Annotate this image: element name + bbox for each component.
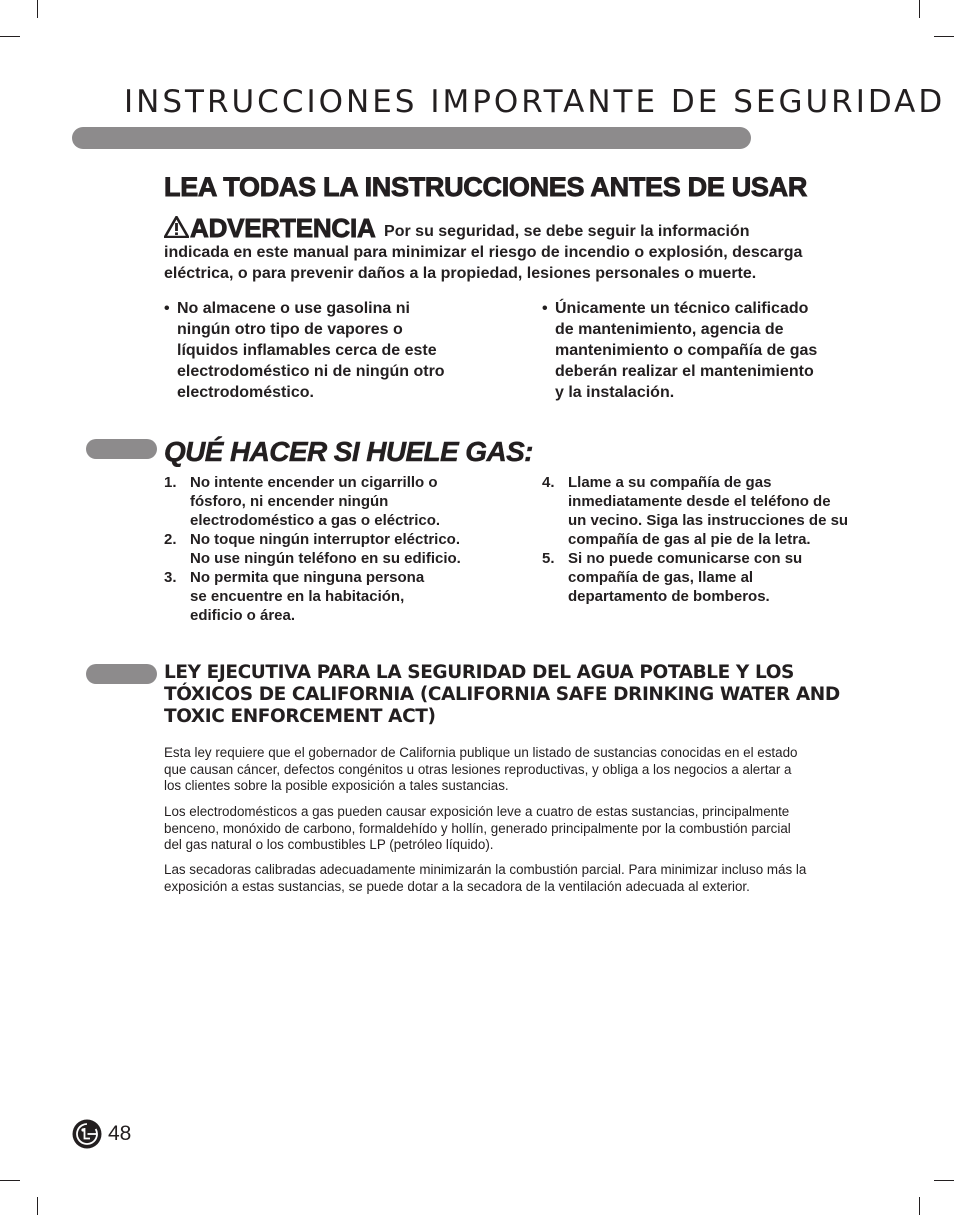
section-pill-marker xyxy=(86,664,157,684)
bullet-line: Únicamente un técnico calificado xyxy=(555,300,809,317)
crop-mark xyxy=(919,0,920,18)
crop-mark xyxy=(934,1180,954,1181)
step-number: 5. xyxy=(542,550,555,567)
step-number: 2. xyxy=(164,531,177,548)
bullet-marker: • xyxy=(542,300,548,317)
list-item xyxy=(542,549,882,606)
step-line: electrodoméstico a gas o eléctrico. xyxy=(190,512,441,529)
crop-mark xyxy=(0,36,20,37)
gas-steps-right xyxy=(542,473,882,606)
step-line: edificio o área. xyxy=(190,607,296,624)
list-item xyxy=(542,473,882,549)
bullet-line: electrodoméstico ni de ningún otro xyxy=(177,363,445,380)
list-item xyxy=(164,473,504,530)
step-number: 4. xyxy=(542,474,555,491)
step-line: No use ningún teléfono en su edificio. xyxy=(190,550,461,567)
crop-mark xyxy=(934,36,954,37)
bullet-marker: • xyxy=(164,300,170,317)
page-title: INSTRUCCIONES IMPORTANTE DE SEGURIDAD xyxy=(124,84,946,120)
bullet-item xyxy=(164,298,494,403)
step-line: fósforo, ni encender ningún xyxy=(190,493,389,510)
step-number: 1. xyxy=(164,474,177,491)
crop-mark xyxy=(37,0,38,18)
gas-smell-heading: QUÉ HACER SI HUELE GAS: xyxy=(164,436,533,467)
warning-triangle-icon xyxy=(164,216,189,238)
warning-intro-text: Por su seguridad, se debe seguir la información xyxy=(384,223,750,240)
bullet-line: electrodoméstico. xyxy=(177,384,314,401)
warning-text-line: eléctrica, o para prevenir daños a la propiedad, lesiones personales o muerte. xyxy=(164,265,757,282)
bullet-item xyxy=(542,298,872,403)
warning-label: ADVERTENCIA xyxy=(190,213,376,243)
step-number: 3. xyxy=(164,569,177,586)
list-item xyxy=(164,530,504,568)
paragraph-line: Esta ley requiere que el gobernador de California publique un listado de sustancias conocidas en el estado xyxy=(164,745,798,760)
step-line: compañía de gas, llame al xyxy=(568,569,754,586)
step-line: un vecino. Siga las instrucciones de su xyxy=(568,512,849,529)
bullet-line: ningún otro tipo de vapores o xyxy=(177,321,403,338)
paragraph-line: benceno, monóxido de carbono, formaldehído y hollín, generado principalmente por la combustión parcial xyxy=(164,820,791,836)
step-line: Si no puede comunicarse con su xyxy=(568,550,803,567)
title-underline-bar xyxy=(72,127,751,149)
paragraph-line: Los electrodomésticos a gas pueden causar exposición leve a cuatro de estas sustancias, principalmente xyxy=(164,804,790,819)
heading-line: LEY EJECUTIVA PARA LA SEGURIDAD DEL AGUA POTABLE Y LOS xyxy=(164,662,794,683)
bullet-line: mantenimiento o compañía de gas xyxy=(555,342,818,359)
step-line: Llame a su compañía de gas xyxy=(568,474,772,491)
act-paragraph xyxy=(164,804,874,854)
step-line: No permita que ninguna persona xyxy=(190,569,425,586)
act-paragraph xyxy=(164,862,874,895)
heading-line: TOXIC ENFORCEMENT ACT) xyxy=(164,706,436,727)
bullet-line: deberán realizar el mantenimiento xyxy=(555,363,814,380)
page-number: 48 xyxy=(108,1122,132,1145)
warning-text-line: indicada en este manual para minimizar el riesgo de incendio o explosión, descarga xyxy=(164,244,803,261)
step-line: No toque ningún interruptor eléctrico. xyxy=(190,531,460,548)
read-all-instructions-heading: LEA TODAS LA INSTRUCCIONES ANTES DE USAR xyxy=(164,172,808,202)
lg-logo-icon xyxy=(72,1119,102,1149)
crop-mark xyxy=(919,1197,920,1215)
bullet-line: No almacene o use gasolina ni xyxy=(177,300,410,317)
crop-mark xyxy=(37,1197,38,1215)
list-item xyxy=(164,568,504,625)
bullet-line: líquidos inflamables cerca de este xyxy=(177,342,437,359)
california-act-heading xyxy=(164,662,864,728)
crop-mark xyxy=(0,1180,20,1181)
step-line: No intente encender un cigarrillo o xyxy=(190,474,438,491)
step-line: inmediatamente desde el teléfono de xyxy=(568,493,831,510)
heading-line: TÓXICOS DE CALIFORNIA (CALIFORNIA SAFE DRINKING WATER AND xyxy=(164,684,840,705)
paragraph-line: Las secadoras calibradas adecuadamente minimizarán la combustión parcial. Para minimizar incluso más la xyxy=(164,862,807,877)
step-line: compañía de gas al pie de la letra. xyxy=(568,531,811,548)
warning-block xyxy=(164,214,874,284)
act-paragraph xyxy=(164,745,874,795)
gas-steps-left xyxy=(164,473,504,625)
paragraph-line: del gas natural o los combustibles LP (petróleo líquido). xyxy=(164,837,494,852)
paragraph-line: exposición a estas sustancias, se puede dotar a la secadora de la ventilación adecuada al exterior. xyxy=(164,878,750,894)
step-line: se encuentre en la habitación, xyxy=(190,588,405,605)
section-pill-marker xyxy=(86,439,157,459)
paragraph-line: los clientes sobre la posible exposición a tales sustancias. xyxy=(164,778,509,793)
step-line: departamento de bomberos. xyxy=(568,588,770,605)
paragraph-line: que causan cáncer, defectos congénitos u otras lesiones reproductivas, y obliga a los negocios a alertar a xyxy=(164,761,792,777)
bullet-line: y la instalación. xyxy=(555,384,675,401)
bullet-line: de mantenimiento, agencia de xyxy=(555,321,784,338)
